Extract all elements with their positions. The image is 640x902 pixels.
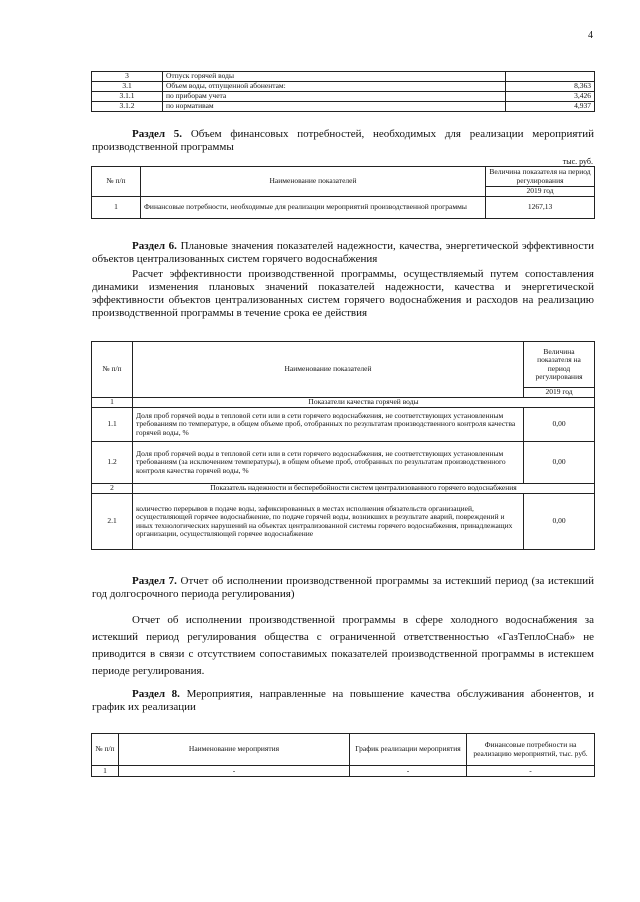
hot-water-table: [91, 71, 595, 112]
row-name: Финансовые потребности, необходимые для реализации мероприятий производственной программы: [141, 197, 486, 219]
header-year: 2019 год: [524, 388, 595, 398]
row-name: количество перерывов в подаче воды, зафиксированных в местах исполнения обязательств организацией, осуществляющей горячее водоснабжение, по подаче горячей воды, возникших в результате аварий, повреждений и иных технологических нарушений на объектах централизованной системы горячего водоснабжения, принадлежащих организации, осуществляющей горячее водоснабжение: [133, 494, 524, 550]
row-value: 8,363: [506, 82, 595, 92]
section-5-label: Раздел 5.: [132, 128, 183, 140]
table-row: [92, 82, 595, 92]
financial-table: [91, 166, 595, 219]
section-6-text: Плановые значения показателей надежности, качества, энергетической эффективности объектов централизованных систем горячего водоснабжения: [92, 240, 595, 265]
page-number: 4: [588, 30, 593, 41]
row-name: по нормативам: [163, 102, 506, 112]
header-value: Величина показателя на период регулирования: [524, 342, 595, 388]
table-row: [92, 197, 595, 219]
row-name: -: [119, 766, 350, 777]
row-number: 2.1: [92, 494, 133, 550]
table-row: [92, 102, 595, 112]
row-name: Отпуск горячей воды: [163, 72, 506, 82]
row-value: 0,00: [524, 408, 595, 442]
row-number: 1.2: [92, 442, 133, 484]
section-6-heading: [92, 240, 594, 266]
section-8-text: Мероприятия, направленные на повышение качества обслуживания абонентов, и график их реализации: [92, 688, 595, 713]
row-value: 1267,13: [486, 197, 595, 219]
group-name: Показатель надежности и бесперебойности систем централизованного горячего водоснабжения: [133, 484, 595, 494]
row-schedule: -: [350, 766, 467, 777]
section-6-paragraph: Расчет эффективности производственной программы, осуществляемый путем сопоставления динамики изменения плановых значений показателей надежности, качества и энергетической эффективности объектов централизованных систем горячего водоснабжения и расходов на реализацию производственной программы в течение срока ее действия: [92, 268, 594, 319]
section-8-label: Раздел 8.: [132, 688, 180, 700]
section-5-text: Объем финансовых потребностей, необходимых для реализации мероприятий производственной программы: [92, 128, 594, 153]
measures-table: [91, 733, 595, 777]
table-group-row: [92, 484, 595, 494]
group-name: Показатели качества горячей воды: [133, 398, 595, 408]
row-number: 3: [92, 72, 163, 82]
header-num: № п/п: [92, 342, 133, 398]
table-row: [92, 92, 595, 102]
table-row: [92, 408, 595, 442]
header-finance: Финансовые потребности на реализацию мероприятий, тыс. руб.: [467, 734, 595, 766]
section-7-heading: [92, 575, 594, 601]
section-7-text: Отчет об исполнении производственной программы за истекший период (за истекший год долгосрочного периода регулирования): [92, 575, 595, 600]
row-name: по приборам учета: [163, 92, 506, 102]
row-number: 1.1: [92, 408, 133, 442]
section-7-paragraph: Отчет об исполнении производственной программы в сфере холодного водоснабжения за истекший период регулирования общества с ограниченной ответственностью «ГазТеплоСнаб» не приводится в связи с отсутствием сопоставимых показателей производственной программы в истекшем периоде регулирования.: [92, 614, 594, 677]
row-finance: -: [467, 766, 595, 777]
row-number: 3.1.1: [92, 92, 163, 102]
table-header-row: [92, 167, 595, 187]
group-number: 2: [92, 484, 133, 494]
header-num: № п/п: [92, 167, 141, 197]
section-8-heading: [92, 688, 594, 714]
row-value: 4,937: [506, 102, 595, 112]
table-group-row: [92, 398, 595, 408]
indicators-table: [91, 341, 595, 550]
row-number: 3.1: [92, 82, 163, 92]
table-header-row: [92, 734, 595, 766]
row-value: 0,00: [524, 494, 595, 550]
table-row: [92, 72, 595, 82]
header-name: Наименование показателей: [133, 342, 524, 398]
section-6-label: Раздел 6.: [132, 240, 177, 252]
header-value: Величина показателя на период регулирования: [486, 167, 595, 187]
table-row: [92, 494, 595, 550]
header-year: 2019 год: [486, 187, 595, 197]
unit-label: тыс. руб.: [562, 157, 593, 166]
section-7-label: Раздел 7.: [132, 575, 177, 587]
row-number: 3.1.2: [92, 102, 163, 112]
group-number: 1: [92, 398, 133, 408]
header-name: Наименование показателей: [141, 167, 486, 197]
table-row: [92, 766, 595, 777]
section-5-heading: [92, 128, 594, 154]
table-row: [92, 442, 595, 484]
row-name: Доля проб горячей воды в тепловой сети или в сети горячего водоснабжения, не соответствующих установленным требованиям (за исключением температуры), в общем объеме проб, отобранных по результатам производственного контроля качества горячей воды, %: [133, 442, 524, 484]
header-schedule: График реализации мероприятия: [350, 734, 467, 766]
row-number: 1: [92, 197, 141, 219]
row-name: Объем воды, отпущенной абонентам:: [163, 82, 506, 92]
header-num: № п/п: [92, 734, 119, 766]
header-name: Наименование мероприятия: [119, 734, 350, 766]
table-header-row: [92, 342, 595, 388]
row-name: Доля проб горячей воды в тепловой сети или в сети горячего водоснабжения, не соответствующих установленным требованиям по температуре, в общем объеме проб, отобранных по результатам производственного контроля качества горячей воды, %: [133, 408, 524, 442]
row-value: 3,426: [506, 92, 595, 102]
row-value: 0,00: [524, 442, 595, 484]
row-number: 1: [92, 766, 119, 777]
row-value: [506, 72, 595, 82]
